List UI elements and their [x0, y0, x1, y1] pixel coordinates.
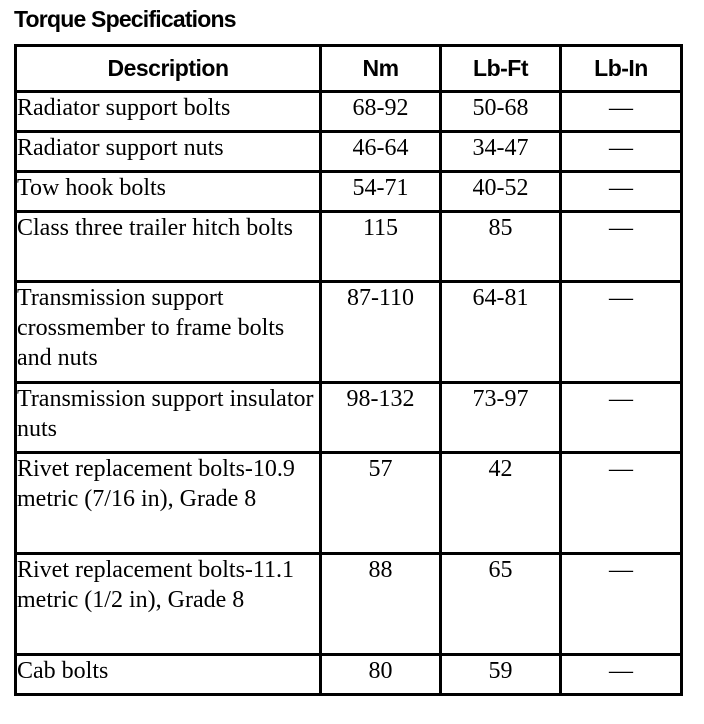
cell-lbft: 40-52: [441, 172, 561, 212]
table-header-row: [16, 46, 682, 92]
column-header-lbft: Lb-Ft: [441, 46, 561, 92]
column-header-description: Description: [16, 46, 321, 92]
cell-lbft: 42: [441, 453, 561, 554]
cell-nm: 80: [321, 655, 441, 695]
table-row: [16, 92, 682, 132]
cell-lbin: —: [561, 655, 682, 695]
cell-description: Rivet replacement bolts-10.9 metric (7/16 in), Grade 8: [16, 453, 321, 554]
cell-description: Transmission support crossmember to frame bolts and nuts: [16, 282, 321, 383]
cell-lbin: —: [561, 282, 682, 383]
cell-description: Cab bolts: [16, 655, 321, 695]
cell-lbft: 59: [441, 655, 561, 695]
cell-nm: 46-64: [321, 132, 441, 172]
cell-nm: 115: [321, 212, 441, 282]
cell-lbin: —: [561, 212, 682, 282]
table-row: [16, 282, 682, 383]
table-row: [16, 172, 682, 212]
column-header-lbin: Lb-In: [561, 46, 682, 92]
column-header-nm: Nm: [321, 46, 441, 92]
cell-lbin: —: [561, 383, 682, 453]
cell-description: Transmission support insulator nuts: [16, 383, 321, 453]
cell-description: Class three trailer hitch bolts: [16, 212, 321, 282]
cell-nm: 57: [321, 453, 441, 554]
cell-description: Radiator support nuts: [16, 132, 321, 172]
cell-nm: 87-110: [321, 282, 441, 383]
cell-lbft: 65: [441, 554, 561, 655]
table-row: [16, 132, 682, 172]
cell-lbft: 34-47: [441, 132, 561, 172]
cell-nm: 54-71: [321, 172, 441, 212]
cell-description: Rivet replacement bolts-11.1 metric (1/2 in), Grade 8: [16, 554, 321, 655]
cell-lbft: 50-68: [441, 92, 561, 132]
cell-lbft: 64-81: [441, 282, 561, 383]
table-row: [16, 655, 682, 695]
table-row: [16, 383, 682, 453]
cell-lbft: 73-97: [441, 383, 561, 453]
torque-specifications-table: [14, 44, 683, 696]
cell-lbin: —: [561, 554, 682, 655]
cell-lbin: —: [561, 92, 682, 132]
cell-nm: 88: [321, 554, 441, 655]
table-row: [16, 554, 682, 655]
cell-nm: 98-132: [321, 383, 441, 453]
cell-lbin: —: [561, 132, 682, 172]
cell-lbin: —: [561, 453, 682, 554]
cell-nm: 68-92: [321, 92, 441, 132]
cell-lbft: 85: [441, 212, 561, 282]
table-row: [16, 453, 682, 554]
cell-lbin: —: [561, 172, 682, 212]
cell-description: Radiator support bolts: [16, 92, 321, 132]
cell-description: Tow hook bolts: [16, 172, 321, 212]
page-title: Torque Specifications: [14, 6, 236, 32]
table-row: [16, 212, 682, 282]
